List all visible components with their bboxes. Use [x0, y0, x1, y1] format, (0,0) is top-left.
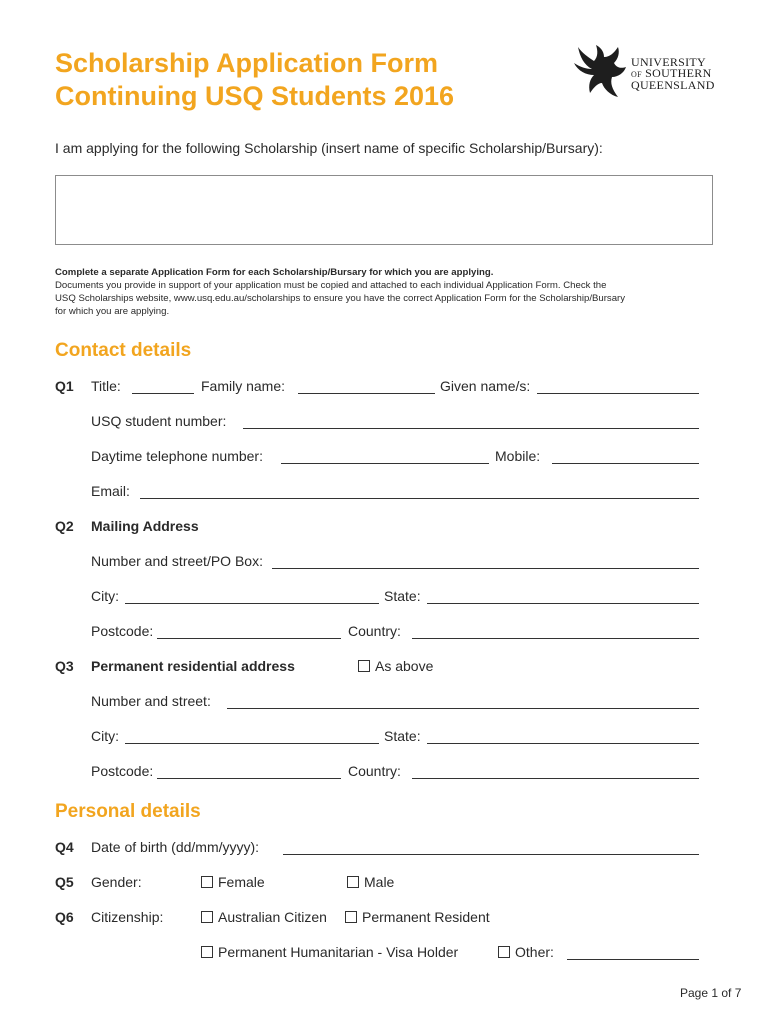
- mailing-street-field[interactable]: [272, 568, 699, 569]
- q3-row-heading: [0, 658, 770, 678]
- residential-city-field[interactable]: [125, 743, 379, 744]
- logo-southern: SOUTHERN: [645, 66, 712, 80]
- q1-row-student-number: [0, 413, 770, 433]
- mailing-state-field[interactable]: [427, 603, 699, 604]
- residential-postcode-field[interactable]: [157, 778, 341, 779]
- permanent-address-heading: Permanent residential address: [91, 658, 295, 674]
- permanent-resident-label: Permanent Resident: [362, 909, 490, 925]
- note-line-3: USQ Scholarships website, www.usq.edu.au/scholarships to ensure you have the correct Application Form for the Scholarship/Bursary: [55, 293, 626, 304]
- contact-details-heading: Contact details: [55, 340, 192, 361]
- female-checkbox[interactable]: [201, 876, 213, 888]
- residential-street-label: Number and street:: [91, 693, 211, 709]
- title-field[interactable]: [132, 393, 194, 394]
- family-name-label: Family name:: [201, 378, 286, 394]
- other-option[interactable]: [498, 944, 554, 960]
- mailing-country-label: Country:: [348, 623, 401, 639]
- note-line-4: for which you are applying.: [55, 306, 170, 317]
- residential-street-field[interactable]: [227, 708, 699, 709]
- q2-row-street: [0, 553, 770, 573]
- residential-state-field[interactable]: [427, 743, 699, 744]
- email-label: Email:: [91, 483, 130, 499]
- male-option[interactable]: [347, 874, 394, 890]
- logo-line-1: UNIVERSITY: [631, 55, 706, 69]
- humanitarian-checkbox[interactable]: [201, 946, 213, 958]
- q3-row-postcode: [0, 763, 770, 783]
- q3-number: Q3: [55, 658, 74, 674]
- title-line-2: Continuing USQ Students 2016: [55, 81, 455, 111]
- q3-row-street: [0, 693, 770, 713]
- residential-state-label: State:: [384, 728, 421, 744]
- mobile-field[interactable]: [552, 463, 699, 464]
- q1-row-phone: [0, 448, 770, 468]
- mailing-country-field[interactable]: [412, 638, 699, 639]
- given-names-label: Given name/s:: [440, 378, 531, 394]
- given-names-field[interactable]: [537, 393, 699, 394]
- daytime-phone-field[interactable]: [281, 463, 489, 464]
- q5-row: [0, 874, 770, 894]
- mailing-street-label: Number and street/PO Box:: [91, 553, 263, 569]
- university-logo: [631, 57, 715, 91]
- residential-country-field[interactable]: [412, 778, 699, 779]
- q1-number: Q1: [55, 378, 74, 394]
- permanent-resident-option[interactable]: [345, 909, 490, 925]
- student-number-label: USQ student number:: [91, 413, 227, 429]
- australian-citizen-checkbox[interactable]: [201, 911, 213, 923]
- instructions-note: [55, 266, 721, 318]
- australian-citizen-label: Australian Citizen: [218, 909, 327, 925]
- form-title: [55, 47, 454, 113]
- q6-row: [0, 909, 770, 929]
- intro-text: I am applying for the following Scholarship (insert name of specific Scholarship/Bursary):: [55, 140, 603, 156]
- q1-row-name: [0, 378, 770, 398]
- residential-postcode-label: Postcode:: [91, 763, 154, 779]
- residential-city-label: City:: [91, 728, 119, 744]
- male-label: Male: [364, 874, 395, 890]
- mailing-city-label: City:: [91, 588, 119, 604]
- family-name-field[interactable]: [298, 393, 435, 394]
- title-label: Title:: [91, 378, 121, 394]
- humanitarian-option[interactable]: [201, 944, 458, 960]
- gender-label: Gender:: [91, 874, 142, 890]
- mailing-state-label: State:: [384, 588, 421, 604]
- as-above-label: As above: [375, 658, 434, 674]
- page-number: Page 1 of 7: [680, 986, 742, 1000]
- humanitarian-label: Permanent Humanitarian - Visa Holder: [218, 944, 459, 960]
- mailing-postcode-field[interactable]: [157, 638, 341, 639]
- scholarship-name-input[interactable]: [55, 175, 713, 245]
- dob-field[interactable]: [283, 854, 699, 855]
- female-label: Female: [218, 874, 265, 890]
- residential-country-label: Country:: [348, 763, 401, 779]
- q2-row-heading: [0, 518, 770, 538]
- title-line-1: Scholarship Application Form: [55, 48, 439, 78]
- q2-row-postcode: [0, 623, 770, 643]
- as-above-checkbox[interactable]: [358, 660, 370, 672]
- other-label: Other:: [515, 944, 554, 960]
- q2-number: Q2: [55, 518, 74, 534]
- other-field[interactable]: [567, 959, 699, 960]
- q4-number: Q4: [55, 839, 74, 855]
- male-checkbox[interactable]: [347, 876, 359, 888]
- citizenship-label: Citizenship:: [91, 909, 164, 925]
- permanent-resident-checkbox[interactable]: [345, 911, 357, 923]
- q2-row-city: [0, 588, 770, 608]
- q6-number: Q6: [55, 909, 74, 925]
- logo-of: OF: [631, 70, 642, 79]
- q4-row: [0, 839, 770, 859]
- mailing-address-heading: Mailing Address: [91, 518, 199, 534]
- daytime-phone-label: Daytime telephone number:: [91, 448, 263, 464]
- australian-citizen-option[interactable]: [201, 909, 327, 925]
- other-checkbox[interactable]: [498, 946, 510, 958]
- mobile-label: Mobile:: [495, 448, 541, 464]
- female-option[interactable]: [201, 874, 265, 890]
- email-field[interactable]: [140, 498, 699, 499]
- phoenix-icon: [570, 43, 630, 99]
- logo-line-3: QUEENSLAND: [631, 78, 715, 92]
- mailing-city-field[interactable]: [125, 603, 379, 604]
- mailing-postcode-label: Postcode:: [91, 623, 154, 639]
- q1-row-email: [0, 483, 770, 503]
- q6-row-2: [0, 944, 770, 964]
- dob-label: Date of birth (dd/mm/yyyy):: [91, 839, 260, 855]
- q3-row-city: [0, 728, 770, 748]
- student-number-field[interactable]: [243, 428, 699, 429]
- as-above-option[interactable]: [358, 658, 433, 674]
- note-bold: Complete a separate Application Form for each Scholarship/Bursary for which you are applying.: [55, 267, 494, 278]
- personal-details-heading: Personal details: [55, 801, 201, 822]
- note-line-2: Documents you provide in support of your application must be copied and attached to each individual Application Form. Check the: [55, 280, 607, 291]
- q5-number: Q5: [55, 874, 74, 890]
